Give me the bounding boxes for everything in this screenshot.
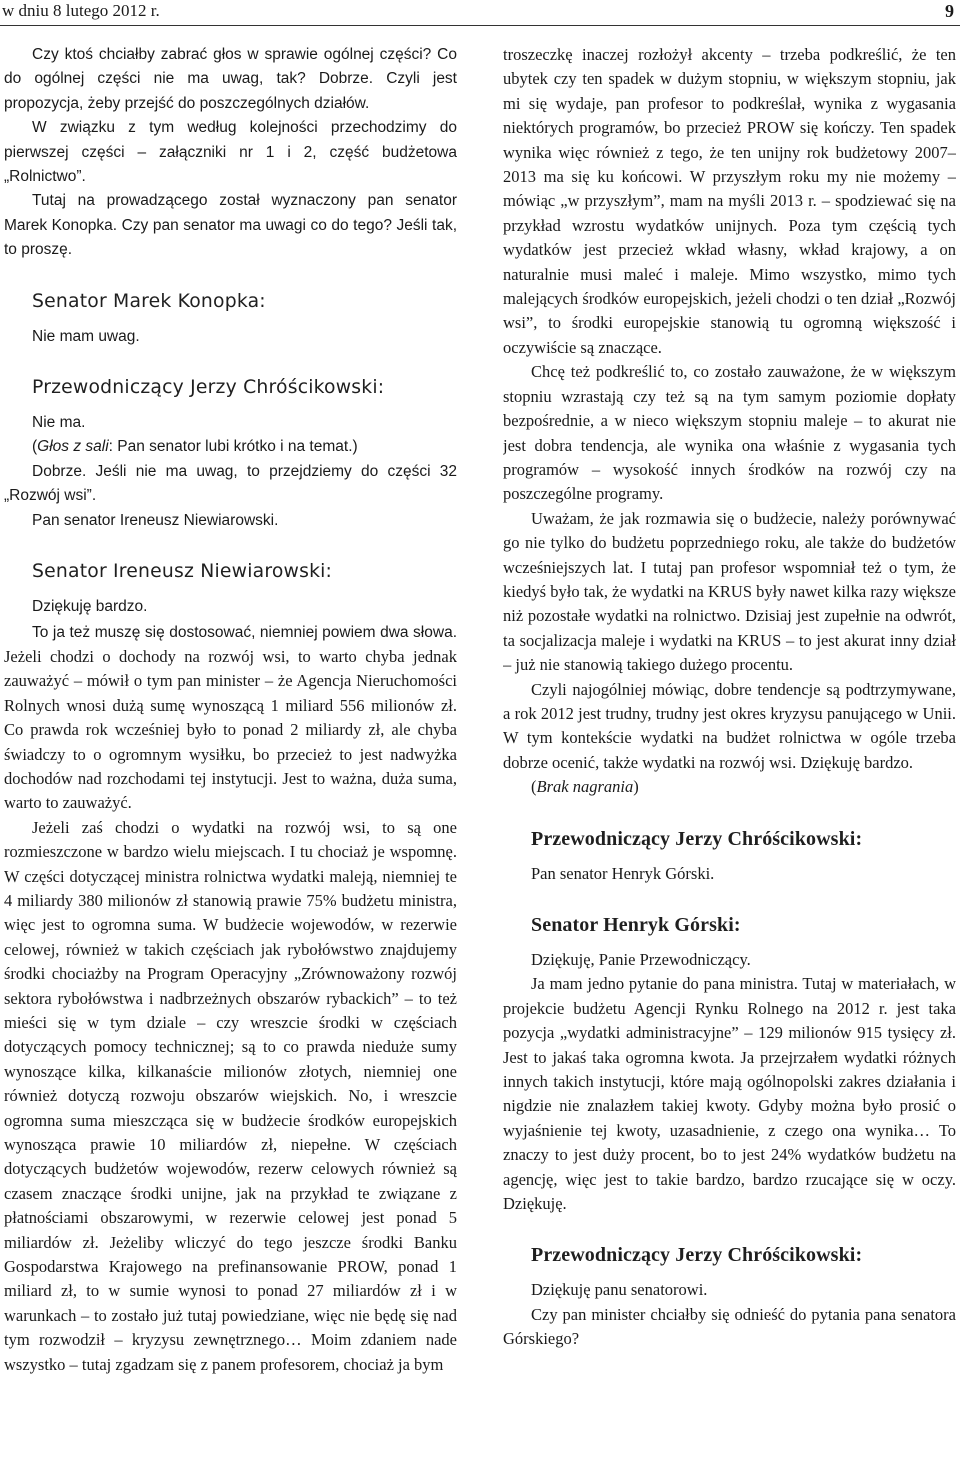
paragraph: Czyli najogólniej mówiąc, dobre tendencje są podtrzymywane, a rok 2012 jest trudny, trudny jest okres kryzysu panującego w Unii. W tym kontekście wydatki na budżet rolnictwa w ogóle trzeba dobrze ocenić, także wydatki na rozwój wsi. Dziękuję bardzo. — [503, 679, 956, 772]
paragraph: Dobrze. Jeśli nie ma uwag, to przejdziemy do części 32 „Rozwój wsi”. — [4, 462, 457, 505]
page-header — [0, 0, 960, 26]
paragraph: Pan senator Ireneusz Niewiarowski. — [32, 511, 279, 529]
paragraph: Uważam, że jak rozmawia się o budżecie, należy porównywać go nie tylko do budżetu poprzedniego roku, ale także do budżetów wcześniejszych lat. I tutaj pan profesor wspomniał też o tym, że kiedyś było tak, że wydatki na KRUS były nawet kilka razy większe niż pozostałe wydatki na rolnictwo. Dzisiaj jest zupełnie na odwrót, ta socjalizacja maleje i wydatki na KRUS – to jest akurat inny dział – już nie stanowią takiego dużego procentu. — [503, 508, 956, 675]
interjection-text: : Pan senator lubi krótko i na temat.) — [108, 438, 358, 456]
paragraph: Dziękuję bardzo. — [32, 598, 148, 616]
paragraph: W związku z tym według kolejności przechodzimy do pierwszej części – załączniki nr 1 i 2, część budżetowa „Rolnictwo”. — [4, 119, 457, 186]
paragraph: troszeczkę inaczej rozłożył akcenty – trzeba podkreślić, że ten ubytek czy ten spadek w dużym stopniu, w większym stopniu, jak mi się wydaje, pan profesor to podkreślał, wynika z wygasania niektórych programów, bo przecież PROW się kończy. Ten spadek wynika więc również z tego, że ten unijny rok budżetowy 2007–2013 ma się ku końcowi. W przyszłym roku my nie możemy – mówiąc „w przyszłym”, mam na myśli 2013 r. – spodziewać się na przykład wzrostu wydatków unijnych. Poza tym częścią tych wydatków jest przecież wkład własny, wkład krajowy, a on naturalnie musi maleć i maleje. Mimo wszystko, mimo tych malejących środków europejskich, jeżeli chodzi o ten dział „Rozwój wsi”, to środki europejskie stanowią tu ogromną większość i oczywiście są znaczące. — [503, 45, 956, 357]
speaker-heading: Przewodniczący Jerzy Chróścikowski: — [32, 377, 385, 399]
recording-note-text: Brak nagrania — [536, 777, 634, 797]
paragraph: Czy ktoś chciałby zabrać głos w sprawie ogólnej części? Co do ogólnej części nie ma uwag, tak? Dobrze. Czyli jest propozycja, żeby przejść do poszczególnych działów. — [4, 46, 457, 112]
paragraph: Dziękuję panu senatorowi. — [531, 1280, 708, 1300]
speaker-heading: Senator Henryk Górski: — [531, 914, 741, 936]
right-column — [503, 43, 956, 1466]
speaker-heading: Senator Ireneusz Niewiarowski: — [32, 561, 333, 583]
paragraph: Nie ma. — [32, 414, 86, 432]
paren-open: ( — [531, 777, 537, 797]
speaker-heading: Przewodniczący Jerzy Chróścikowski: — [531, 827, 863, 850]
paren-close: ) — [633, 777, 639, 797]
paragraph-body: Jeżeli chodzi o dochody na rozwój wsi, to warto chyba jednak zauważyć – mówił o tym pan minister – że Agencja Nieruchomości Rolnych wnosi dużą sumę wynoszącą 1 miliard 556 milionów zł. Co prawda rok wcześniej było to ponad 2 miliardy zł, ale chyba świadczy to o ogromnym wysiłku, bo przecież to jest nadwyżka dochodów nad rozchodami tej instytucji. Jest to ważna, duża suma, warto to zauważyć. — [4, 646, 457, 813]
paragraph: Dziękuję, Panie Przewodniczący. — [531, 950, 751, 969]
paragraph: Chcę też podkreślić to, co zostało zauważone, że w większym stopniu wzrastają czy też są na tym samym poziomie dopłaty bezpośrednie, a w nieco większym stopniu maleje – to akurat nie jest dobra tendencja, ale wynika ona właśnie z wygasania tych programów – wysokość innych środków na rozwój czy na poszczególne programy. — [503, 362, 956, 504]
speaker-heading: Senator Marek Konopka: — [32, 290, 266, 312]
paragraph: Czy pan minister chciałby się odnieść do pytania pana senatora Górskiego? — [503, 1304, 956, 1349]
paragraph — [4, 620, 457, 816]
paragraph-lead: To ja też muszę się dostosować, niemniej powiem dwa słowa. — [32, 623, 457, 641]
paragraph: Jeżeli zaś chodzi o wydatki na rozwój wsi, to są one rozmieszczone w bardzo wielu miejscach. I tu chociaż je wspomnę. W części dotyczącej ministra rolnictwa wydatki maleją, niemniej te 4 miliardy 380 milionów zł stanowią prawie 75% budżetu ministra, więc jest to ogromna suma. W budżecie wojewodów, w rezerwie celowej, również w takich częściach jak rybołówstwo znajdujemy środki chociażby na Program Operacyjny „Zrównoważony rozwój sektora rybołówstwa i nadbrzeżnych obszarów rybackich” – to też mieści się w tym dziale – czy wreszcie środki w częściach dotyczących pomocy technicznej; są to co prawda nieduże sumy wynoszące kilka, kilkanaście milionów złotych, niemniej one również dotyczą rozwoju obszarów wiejskich. No, i wreszcie ogromna suma mieszcząca się w budżecie środków europejskich wynosząca prawie 10 miliardów zł, niepełne. W częściach dotyczących budżetów wojewodów, rezerw celowych również są czasem znaczące środki unijne, jak na przykład te związane z płatnościami obszarowymi, w rezerwie celowej jest ponad 5 miliardów zł. Jeżeliby wliczyć do tego jeszcze środki Banku Gospodarstwa Krajowego na prefinansowanie PROW, ponad 1 miliard zł, to w sumie wynosi to ponad 27 miliardów zł i w warunkach – to zostało już tutaj powiedziane, więc nie będę się nad tym rozwodził – kryzysu zewnętrznego… Moim zdaniem nade wszystko – tutaj zgadzam się z panem profesorem, chociaż ja bym — [4, 817, 457, 1374]
interjection-source: Głos z sali — [37, 438, 109, 456]
page-number: 9 — [945, 1, 954, 21]
speaker-heading: Przewodniczący Jerzy Chróścikowski: — [531, 1244, 863, 1267]
header-date: w dniu 8 lutego 2012 r. — [2, 1, 160, 20]
paragraph: Nie mam uwag. — [32, 327, 140, 345]
interjection — [4, 435, 457, 459]
paragraph: Pan senator Henryk Górski. — [531, 863, 715, 883]
left-column — [4, 43, 457, 1466]
recording-note — [503, 775, 956, 799]
paren-open: ( — [32, 438, 38, 456]
paragraph: Tutaj na prowadzącego został wyznaczony pan senator Marek Konopka. Czy pan senator ma uwagi co do tego? Jeśli tak, to proszę. — [4, 192, 457, 259]
paragraph: Ja mam jedno pytanie do pana ministra. Tutaj w materiałach, w projekcie budżetu Agencji Rynku Rolnego na 2012 r. jest taka pozycja „wydatki administracyjne” – 129 milionów 915 tysięcy zł. Jest to jakaś taka ogromna kwota. Ja przejrzałem wydatki różnych innych takich instytucji, które mają ogólnopolski zakres działania i nigdzie nie znalazłem takiej kwoty. Gdyby można było prosić o wyjaśnienie tej kwoty, uzasadnienie, z czego ona wynika… To znaczy to jest duży procent, bo to jest 24% wydatków budżetu na agencję, więc jest to takie bardzo, bardzo rzucające się w oczy. Dziękuję. — [503, 974, 956, 1214]
header-divider — [0, 25, 960, 26]
